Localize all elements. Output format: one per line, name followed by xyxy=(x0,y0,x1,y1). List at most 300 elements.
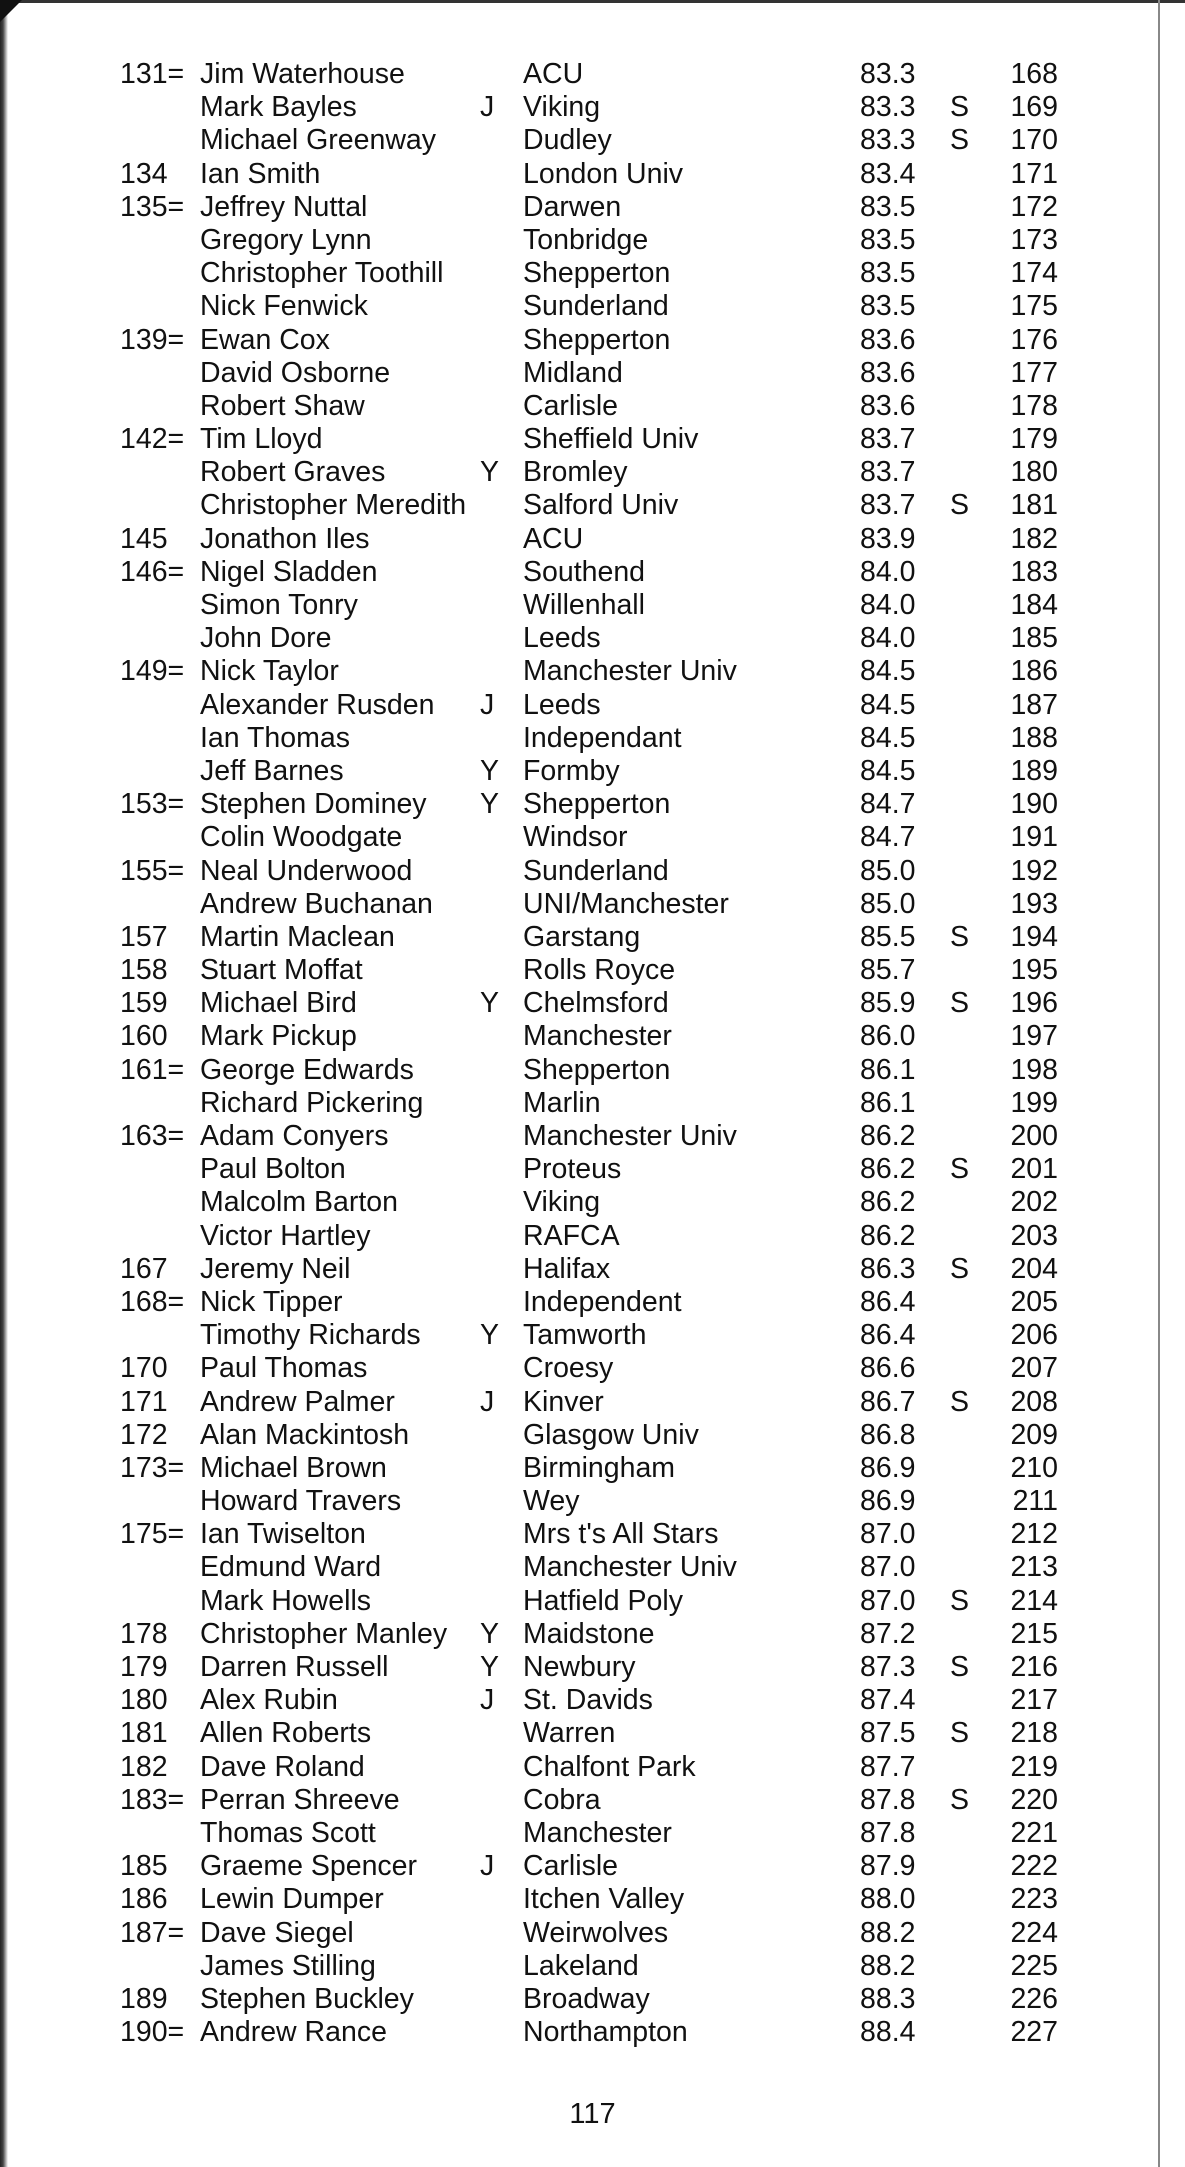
result-row xyxy=(0,158,1185,191)
club-name: Warren xyxy=(523,1717,616,1750)
position-label: 149= xyxy=(120,655,185,688)
entry-number: 226 xyxy=(1010,1982,1058,2015)
result-row xyxy=(0,1518,1185,1551)
entry-number: 181 xyxy=(1010,489,1058,522)
entry-number: 214 xyxy=(1010,1584,1058,1617)
score-value: 87.5 xyxy=(860,1717,916,1750)
result-row xyxy=(0,1751,1185,1784)
club-name: Manchester Univ xyxy=(523,1120,737,1152)
result-row xyxy=(0,689,1185,722)
position-label: 155= xyxy=(120,854,185,887)
entry-number: 204 xyxy=(1010,1252,1058,1285)
club-name: Bromley xyxy=(523,456,628,489)
club-name: ACU xyxy=(523,522,584,555)
score-value: 85.0 xyxy=(860,854,916,887)
club-name: Shepperton xyxy=(523,788,671,821)
position-label: 142= xyxy=(120,423,185,456)
scratch-marker: S xyxy=(950,1584,970,1617)
result-row xyxy=(0,1618,1185,1651)
position-label: 161= xyxy=(120,1053,185,1086)
entry-number: 186 xyxy=(1010,655,1058,688)
result-row xyxy=(0,954,1185,987)
result-row xyxy=(0,224,1185,257)
entry-number: 195 xyxy=(1010,954,1058,987)
competitor-name: George Edwards xyxy=(200,1053,414,1086)
competitor-name: Allen Roberts xyxy=(200,1717,372,1750)
entry-number: 225 xyxy=(1010,1949,1058,1982)
club-name: Marlin xyxy=(523,1086,601,1119)
competitor-name: Christopher Toothill xyxy=(200,257,444,290)
result-row xyxy=(0,456,1185,489)
position-label: 178 xyxy=(120,1617,168,1650)
result-row xyxy=(0,489,1185,522)
page-number: 117 xyxy=(569,2098,616,2130)
scratch-marker: S xyxy=(950,1252,970,1285)
entry-number: 197 xyxy=(1010,1020,1058,1053)
score-value: 86.7 xyxy=(860,1385,916,1418)
competitor-name: Mark Bayles xyxy=(200,91,357,124)
club-name: Wey xyxy=(523,1485,580,1518)
score-value: 86.4 xyxy=(860,1285,916,1318)
position-label: 173= xyxy=(120,1451,185,1484)
result-row xyxy=(0,1286,1185,1319)
entry-number: 187 xyxy=(1010,688,1058,721)
club-name: Tamworth xyxy=(523,1319,647,1352)
position-label: 146= xyxy=(120,555,185,588)
score-value: 83.7 xyxy=(860,456,916,489)
result-row xyxy=(0,58,1185,91)
entry-number: 215 xyxy=(1010,1617,1058,1650)
score-value: 86.9 xyxy=(860,1485,916,1518)
position-label: 175= xyxy=(120,1518,185,1551)
club-name: Tonbridge xyxy=(523,223,649,256)
score-value: 86.1 xyxy=(860,1086,916,1119)
entry-number: 170 xyxy=(1010,124,1058,157)
result-row xyxy=(0,1817,1185,1850)
position-label: 187= xyxy=(120,1916,185,1949)
entry-number: 184 xyxy=(1010,589,1058,621)
category-code: J xyxy=(480,1385,495,1418)
club-name: Mrs t's All Stars xyxy=(523,1518,719,1551)
entry-number: 202 xyxy=(1010,1186,1058,1219)
scratch-marker: S xyxy=(950,1385,970,1418)
result-row xyxy=(0,1186,1185,1219)
scratch-marker: S xyxy=(950,91,970,124)
entry-number: 183 xyxy=(1010,555,1058,588)
result-row xyxy=(0,1684,1185,1717)
category-code: J xyxy=(480,91,495,124)
score-value: 86.2 xyxy=(860,1153,916,1186)
club-name: RAFCA xyxy=(523,1219,620,1252)
result-row xyxy=(0,655,1185,688)
entry-number: 174 xyxy=(1010,257,1058,290)
score-value: 87.0 xyxy=(860,1584,916,1617)
competitor-name: Jeremy Neil xyxy=(200,1252,351,1285)
result-row xyxy=(0,1850,1185,1883)
club-name: ACU xyxy=(523,58,584,90)
club-name: Dudley xyxy=(523,124,612,157)
result-row xyxy=(0,2016,1185,2049)
competitor-name: Ian Smith xyxy=(200,157,321,190)
entry-number: 201 xyxy=(1010,1153,1058,1186)
position-label: 153= xyxy=(120,788,185,821)
result-row xyxy=(0,921,1185,954)
competitor-name: James Stilling xyxy=(200,1949,376,1982)
competitor-name: Adam Conyers xyxy=(200,1120,389,1152)
position-label: 172 xyxy=(120,1418,168,1451)
club-name: Carlisle xyxy=(523,389,619,422)
score-value: 86.2 xyxy=(860,1120,916,1152)
club-name: Salford Univ xyxy=(523,489,679,522)
club-name: Manchester xyxy=(523,1020,672,1053)
position-label: 185 xyxy=(120,1850,168,1883)
position-label: 179 xyxy=(120,1651,168,1683)
score-value: 83.7 xyxy=(860,489,916,522)
position-label: 186 xyxy=(120,1883,168,1916)
club-name: Windsor xyxy=(523,821,628,854)
club-name: Weirwolves xyxy=(523,1916,669,1949)
entry-number: 190 xyxy=(1010,788,1058,821)
entry-number: 219 xyxy=(1010,1750,1058,1783)
competitor-name: Dave Roland xyxy=(200,1750,365,1783)
scratch-marker: S xyxy=(950,987,970,1020)
competitor-name: Andrew Rance xyxy=(200,2016,387,2049)
competitor-name: Stephen Buckley xyxy=(200,1982,414,2015)
competitor-name: Colin Woodgate xyxy=(200,821,403,854)
entry-number: 211 xyxy=(1012,1485,1058,1518)
club-name: Leeds xyxy=(523,622,601,655)
club-name: Manchester Univ xyxy=(523,1551,737,1584)
result-row xyxy=(0,622,1185,655)
entry-number: 221 xyxy=(1010,1816,1058,1849)
position-label: 163= xyxy=(120,1120,185,1152)
score-value: 86.2 xyxy=(860,1219,916,1252)
page-top-edge xyxy=(0,0,1185,3)
competitor-name: Alex Rubin xyxy=(200,1684,338,1717)
result-row xyxy=(0,191,1185,224)
score-value: 88.2 xyxy=(860,1949,916,1982)
club-name: Cobra xyxy=(523,1783,601,1816)
competitor-name: John Dore xyxy=(200,622,332,655)
entry-number: 216 xyxy=(1010,1651,1058,1683)
position-label: 168= xyxy=(120,1285,185,1318)
score-value: 83.3 xyxy=(860,58,916,90)
score-value: 86.0 xyxy=(860,1020,916,1053)
score-value: 87.3 xyxy=(860,1651,916,1683)
club-name: Maidstone xyxy=(523,1617,655,1650)
result-row xyxy=(0,556,1185,589)
score-value: 83.5 xyxy=(860,257,916,290)
competitor-name: Simon Tonry xyxy=(200,589,358,621)
competitor-name: Stuart Moffat xyxy=(200,954,363,987)
club-name: UNI/Manchester xyxy=(523,887,729,920)
club-name: Northampton xyxy=(523,2016,688,2049)
position-label: 182 xyxy=(120,1750,168,1783)
score-value: 86.8 xyxy=(860,1418,916,1451)
score-value: 88.0 xyxy=(860,1883,916,1916)
result-row xyxy=(0,324,1185,357)
entry-number: 198 xyxy=(1010,1053,1058,1086)
position-label: 171 xyxy=(120,1385,168,1418)
competitor-name: Michael Brown xyxy=(200,1451,387,1484)
score-value: 85.7 xyxy=(860,954,916,987)
position-label: 159 xyxy=(120,987,168,1020)
result-row xyxy=(0,855,1185,888)
club-name: Formby xyxy=(523,754,620,787)
entry-number: 217 xyxy=(1010,1684,1058,1717)
competitor-name: Andrew Buchanan xyxy=(200,887,433,920)
competitor-name: Michael Bird xyxy=(200,987,357,1020)
score-value: 87.0 xyxy=(860,1518,916,1551)
result-row xyxy=(0,423,1185,456)
club-name: Independant xyxy=(523,721,682,754)
entry-number: 173 xyxy=(1010,223,1058,256)
score-value: 86.1 xyxy=(860,1053,916,1086)
result-row xyxy=(0,1386,1185,1419)
competitor-name: Timothy Richards xyxy=(200,1319,421,1352)
entry-number: 171 xyxy=(1010,157,1058,190)
scratch-marker: S xyxy=(950,920,970,953)
score-value: 86.6 xyxy=(860,1352,916,1385)
competitor-name: Jeffrey Nuttal xyxy=(200,190,368,223)
competitor-name: Alexander Rusden xyxy=(200,688,435,721)
club-name: Glasgow Univ xyxy=(523,1418,699,1451)
competitor-name: Jonathon Iles xyxy=(200,522,370,555)
score-value: 84.5 xyxy=(860,754,916,787)
entry-number: 227 xyxy=(1010,2016,1058,2049)
result-row xyxy=(0,1883,1185,1916)
score-value: 83.7 xyxy=(860,423,916,456)
result-row xyxy=(0,1585,1185,1618)
entry-number: 178 xyxy=(1010,389,1058,422)
entry-number: 222 xyxy=(1010,1850,1058,1883)
position-label: 190= xyxy=(120,2016,185,2049)
competitor-name: Robert Graves xyxy=(200,456,386,489)
result-row xyxy=(0,1153,1185,1186)
score-value: 85.9 xyxy=(860,987,916,1020)
score-value: 83.9 xyxy=(860,522,916,555)
score-value: 84.5 xyxy=(860,688,916,721)
competitor-name: Martin Maclean xyxy=(200,920,395,953)
result-row xyxy=(0,1253,1185,1286)
result-row xyxy=(0,888,1185,921)
score-value: 85.0 xyxy=(860,887,916,920)
score-value: 84.0 xyxy=(860,589,916,621)
club-name: Garstang xyxy=(523,920,641,953)
score-value: 85.5 xyxy=(860,920,916,953)
result-row xyxy=(0,1120,1185,1153)
score-value: 84.5 xyxy=(860,655,916,688)
result-row xyxy=(0,1950,1185,1983)
result-row xyxy=(0,290,1185,323)
position-label: 189 xyxy=(120,1982,168,2015)
score-value: 83.3 xyxy=(860,91,916,124)
entry-number: 189 xyxy=(1010,754,1058,787)
category-code: Y xyxy=(480,788,500,821)
club-name: St. Davids xyxy=(523,1684,653,1717)
competitor-name: Mark Howells xyxy=(200,1584,372,1617)
entry-number: 192 xyxy=(1010,854,1058,887)
category-code: J xyxy=(480,1850,495,1883)
page-corner-shadow xyxy=(0,0,22,22)
competitor-name: Ian Twiselton xyxy=(200,1518,366,1551)
result-row xyxy=(0,1551,1185,1584)
position-label: 134 xyxy=(120,157,168,190)
score-value: 83.5 xyxy=(860,223,916,256)
score-value: 86.2 xyxy=(860,1186,916,1219)
entry-number: 218 xyxy=(1010,1717,1058,1750)
position-label: 170 xyxy=(120,1352,168,1385)
competitor-name: Howard Travers xyxy=(200,1485,402,1518)
competitor-name: Victor Hartley xyxy=(200,1219,371,1252)
entry-number: 188 xyxy=(1010,721,1058,754)
category-code: J xyxy=(480,688,495,721)
club-name: Halifax xyxy=(523,1252,611,1285)
club-name: Proteus xyxy=(523,1153,622,1186)
score-value: 87.2 xyxy=(860,1617,916,1650)
result-row xyxy=(0,1651,1185,1684)
position-label: 158 xyxy=(120,954,168,987)
score-value: 87.9 xyxy=(860,1850,916,1883)
entry-number: 193 xyxy=(1010,887,1058,920)
category-code: Y xyxy=(480,1651,500,1683)
result-row xyxy=(0,1319,1185,1352)
score-value: 83.6 xyxy=(860,323,916,356)
entry-number: 168 xyxy=(1010,58,1058,90)
competitor-name: Malcolm Barton xyxy=(200,1186,398,1219)
entry-number: 213 xyxy=(1010,1551,1058,1584)
entry-number: 224 xyxy=(1010,1916,1058,1949)
score-value: 86.9 xyxy=(860,1451,916,1484)
competitor-name: Neal Underwood xyxy=(200,854,413,887)
club-name: Newbury xyxy=(523,1651,636,1683)
result-row xyxy=(0,1220,1185,1253)
scratch-marker: S xyxy=(950,1153,970,1186)
scratch-marker: S xyxy=(950,124,970,157)
club-name: Carlisle xyxy=(523,1850,619,1883)
entry-number: 220 xyxy=(1010,1783,1058,1816)
score-value: 83.3 xyxy=(860,124,916,157)
club-name: Kinver xyxy=(523,1385,604,1418)
score-value: 88.4 xyxy=(860,2016,916,2049)
score-value: 87.0 xyxy=(860,1551,916,1584)
score-value: 87.7 xyxy=(860,1750,916,1783)
competitor-name: Graeme Spencer xyxy=(200,1850,418,1883)
competitor-name: Richard Pickering xyxy=(200,1086,424,1119)
result-row xyxy=(0,821,1185,854)
club-name: Viking xyxy=(523,91,601,124)
result-row xyxy=(0,788,1185,821)
position-label: 160 xyxy=(120,1020,168,1053)
score-value: 83.6 xyxy=(860,389,916,422)
result-row xyxy=(0,1452,1185,1485)
score-value: 88.2 xyxy=(860,1916,916,1949)
result-row xyxy=(0,124,1185,157)
entry-number: 180 xyxy=(1010,456,1058,489)
competitor-name: Nigel Sladden xyxy=(200,555,378,588)
score-value: 83.5 xyxy=(860,190,916,223)
entry-number: 176 xyxy=(1010,323,1058,356)
club-name: Manchester xyxy=(523,1816,672,1849)
result-row xyxy=(0,1917,1185,1950)
result-row xyxy=(0,1020,1185,1053)
competitor-name: Alan Mackintosh xyxy=(200,1418,410,1451)
club-name: Shepperton xyxy=(523,257,671,290)
competitor-name: Andrew Palmer xyxy=(200,1385,395,1418)
result-row xyxy=(0,357,1185,390)
position-label: 181 xyxy=(120,1717,168,1750)
category-code: Y xyxy=(480,1617,500,1650)
competitor-name: Robert Shaw xyxy=(200,389,365,422)
competitor-name: Jeff Barnes xyxy=(200,754,344,787)
club-name: Manchester Univ xyxy=(523,655,737,688)
club-name: Hatfield Poly xyxy=(523,1584,683,1617)
result-row xyxy=(0,589,1185,622)
entry-number: 185 xyxy=(1010,622,1058,655)
club-name: Southend xyxy=(523,555,646,588)
club-name: Chelmsford xyxy=(523,987,669,1020)
category-code: Y xyxy=(480,754,500,787)
entry-number: 175 xyxy=(1010,290,1058,323)
competitor-name: Paul Bolton xyxy=(200,1153,346,1186)
score-value: 84.5 xyxy=(860,721,916,754)
score-value: 87.4 xyxy=(860,1684,916,1717)
result-row xyxy=(0,1087,1185,1120)
result-row xyxy=(0,91,1185,124)
club-name: Lakeland xyxy=(523,1949,639,1982)
entry-number: 199 xyxy=(1010,1086,1058,1119)
position-label: 145 xyxy=(120,522,168,555)
club-name: Sunderland xyxy=(523,854,669,887)
result-row xyxy=(0,1352,1185,1385)
club-name: Shepperton xyxy=(523,1053,671,1086)
score-value: 86.3 xyxy=(860,1252,916,1285)
result-row xyxy=(0,722,1185,755)
club-name: Chalfont Park xyxy=(523,1750,696,1783)
result-row xyxy=(0,1983,1185,2016)
entry-number: 182 xyxy=(1010,522,1058,555)
score-value: 88.3 xyxy=(860,1982,916,2015)
entry-number: 205 xyxy=(1010,1285,1058,1318)
competitor-name: Christopher Manley xyxy=(200,1617,448,1650)
score-value: 84.0 xyxy=(860,622,916,655)
position-label: 139= xyxy=(120,323,185,356)
club-name: Sheffield Univ xyxy=(523,423,699,456)
score-value: 84.0 xyxy=(860,555,916,588)
competitor-name: Dave Siegel xyxy=(200,1916,354,1949)
entry-number: 212 xyxy=(1010,1518,1058,1551)
entry-number: 191 xyxy=(1010,821,1058,854)
category-code: Y xyxy=(480,456,500,489)
result-row xyxy=(0,755,1185,788)
score-value: 86.4 xyxy=(860,1319,916,1352)
category-code: Y xyxy=(480,1319,500,1352)
results-list xyxy=(0,58,1185,2049)
category-code: Y xyxy=(480,987,500,1020)
result-row xyxy=(0,987,1185,1020)
entry-number: 172 xyxy=(1010,190,1058,223)
club-name: Croesy xyxy=(523,1352,614,1385)
entry-number: 194 xyxy=(1010,920,1058,953)
competitor-name: Michael Greenway xyxy=(200,124,437,157)
entry-number: 203 xyxy=(1010,1219,1058,1252)
club-name: Birmingham xyxy=(523,1451,676,1484)
entry-number: 179 xyxy=(1010,423,1058,456)
score-value: 87.8 xyxy=(860,1783,916,1816)
scratch-marker: S xyxy=(950,1783,970,1816)
competitor-name: Thomas Scott xyxy=(200,1816,376,1849)
competitor-name: Christopher Meredith xyxy=(200,489,467,522)
